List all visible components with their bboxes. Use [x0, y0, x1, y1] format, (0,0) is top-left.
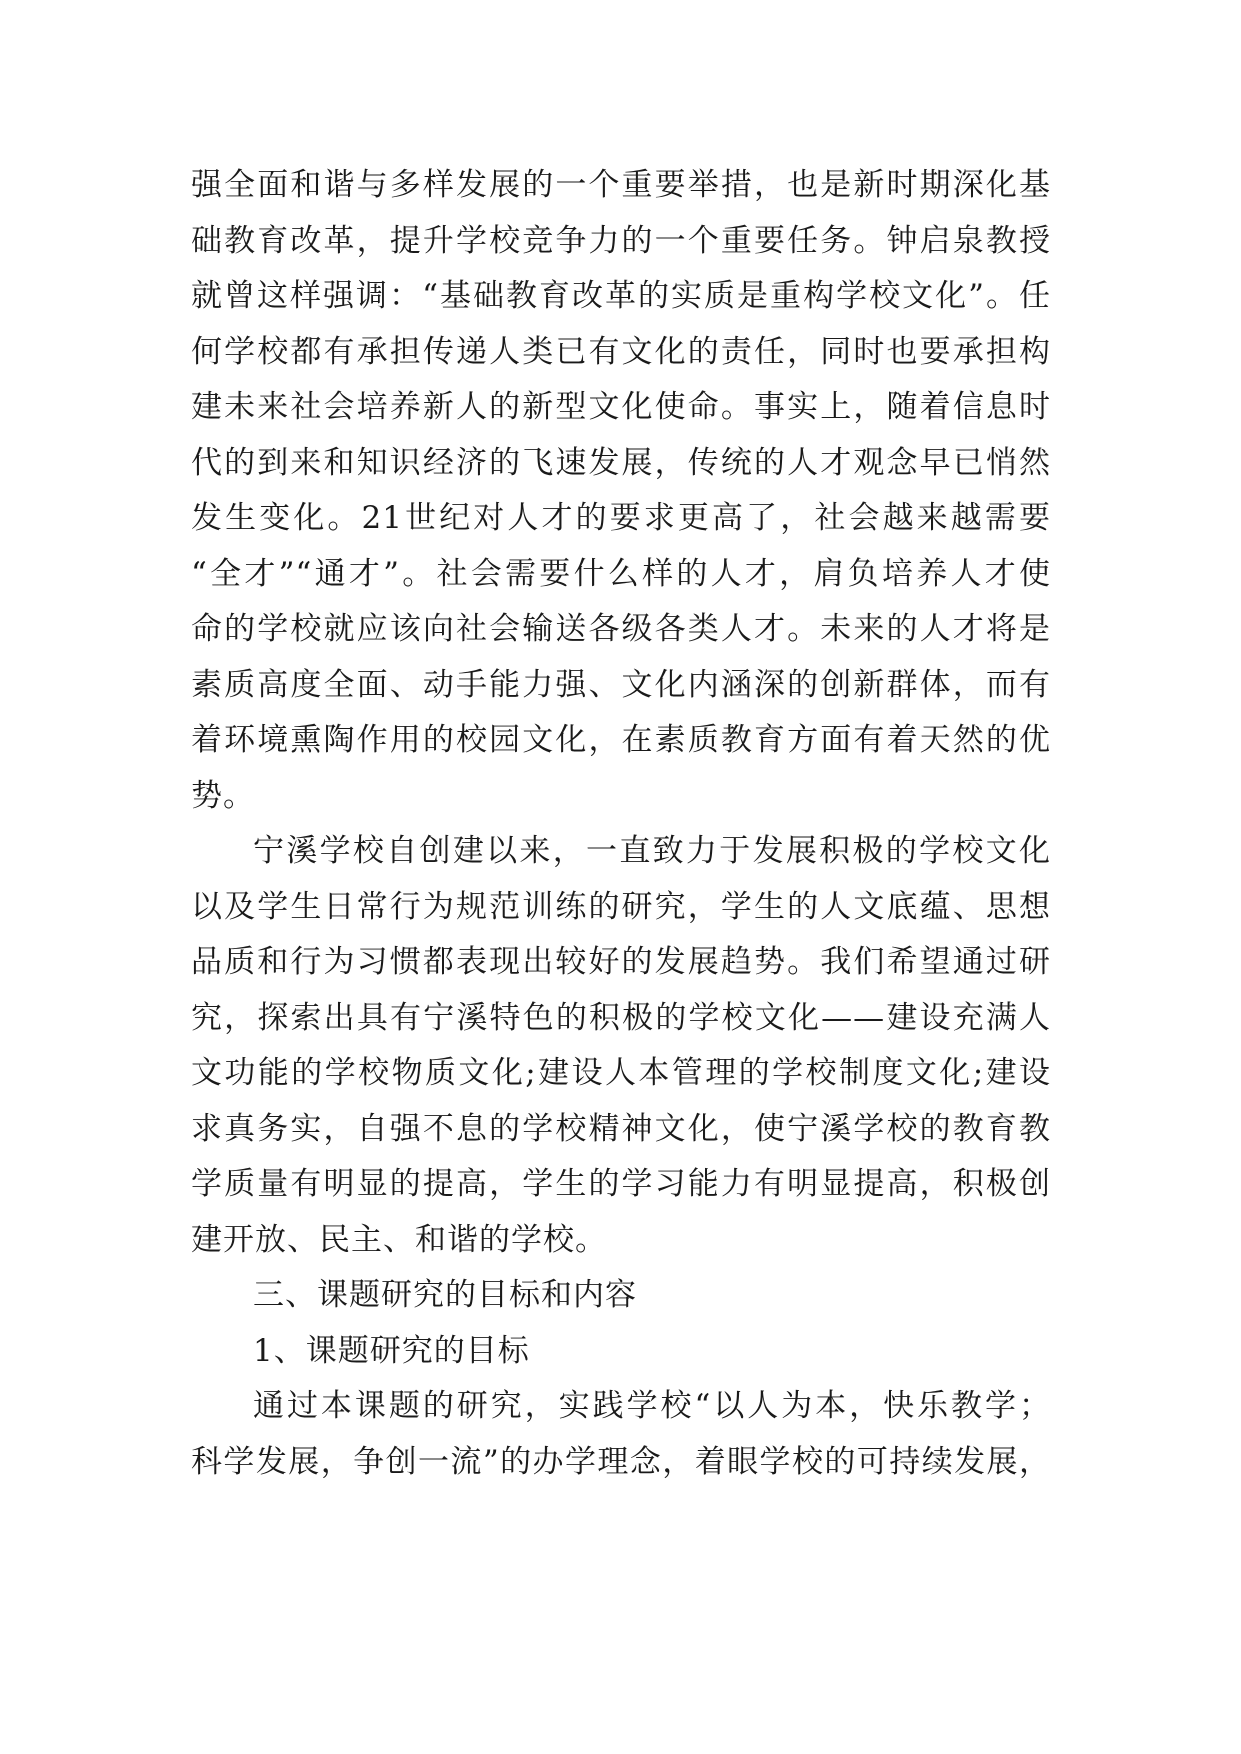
text-line: 础教育改革，提升学校竞争力的一个重要任务。钟启泉教授	[191, 222, 1051, 259]
paragraph-research-goal	[191, 1379, 1051, 1490]
text-line: 以及学生日常行为规范训练的研究，学生的人文底蕴、思想	[191, 888, 1051, 925]
text-line: 科学发展，争创一流”的办学理念，着眼学校的可持续发展，	[191, 1443, 1051, 1480]
text-line: 究，探索出具有宁溪特色的积极的学校文化——建设充满人	[191, 999, 1051, 1036]
text-line: 建开放、民主、和谐的学校。	[191, 1221, 607, 1258]
text-line: 求真务实，自强不息的学校精神文化，使宁溪学校的教育教	[191, 1110, 1051, 1147]
document-body	[191, 158, 1051, 1490]
text-line: 强全面和谐与多样发展的一个重要举措，也是新时期深化基	[191, 167, 1051, 203]
section-heading: 三、课题研究的目标和内容	[253, 1277, 637, 1313]
text-line: 建未来社会培养新人的新型文化使命。事实上，随着信息时	[191, 389, 1051, 425]
text-line: 着环境熏陶作用的校园文化，在素质教育方面有着天然的优	[191, 722, 1051, 758]
text-line: “全才”“通才”。社会需要什么样的人才，肩负培养人才使	[191, 555, 1051, 592]
text-line: 宁溪学校自创建以来，一直致力于发展积极的学校文化	[253, 833, 1051, 869]
paragraph-ningxi-school	[191, 824, 1051, 1268]
text-line: 素质高度全面、动手能力强、文化内涵深的创新群体，而有	[191, 666, 1051, 703]
text-line: 势。	[191, 777, 255, 814]
text-line: 通过本课题的研究，实践学校“以人为本，快乐教学；	[253, 1388, 1051, 1424]
text-line: 学质量有明显的提高，学生的学习能力有明显提高，积极创	[191, 1166, 1051, 1202]
sub-heading: 1、课题研究的目标	[253, 1332, 530, 1369]
text-line: 品质和行为习惯都表现出较好的发展趋势。我们希望通过研	[191, 944, 1051, 980]
text-line: 发生变化。21世纪对人才的要求更高了，社会越来越需要	[191, 500, 1051, 536]
text-line: 文功能的学校物质文化;建设人本管理的学校制度文化;建设	[191, 1055, 1051, 1091]
text-line: 命的学校就应该向社会输送各级各类人才。未来的人才将是	[191, 611, 1051, 647]
paragraph-school-culture-importance	[191, 158, 1051, 824]
text-line: 何学校都有承担传递人类已有文化的责任，同时也要承担构	[191, 333, 1051, 370]
text-line: 就曾这样强调：“基础教育改革的实质是重构学校文化”。任	[191, 278, 1051, 314]
text-line: 代的到来和知识经济的飞速发展，传统的人才观念早已悄然	[191, 444, 1051, 481]
